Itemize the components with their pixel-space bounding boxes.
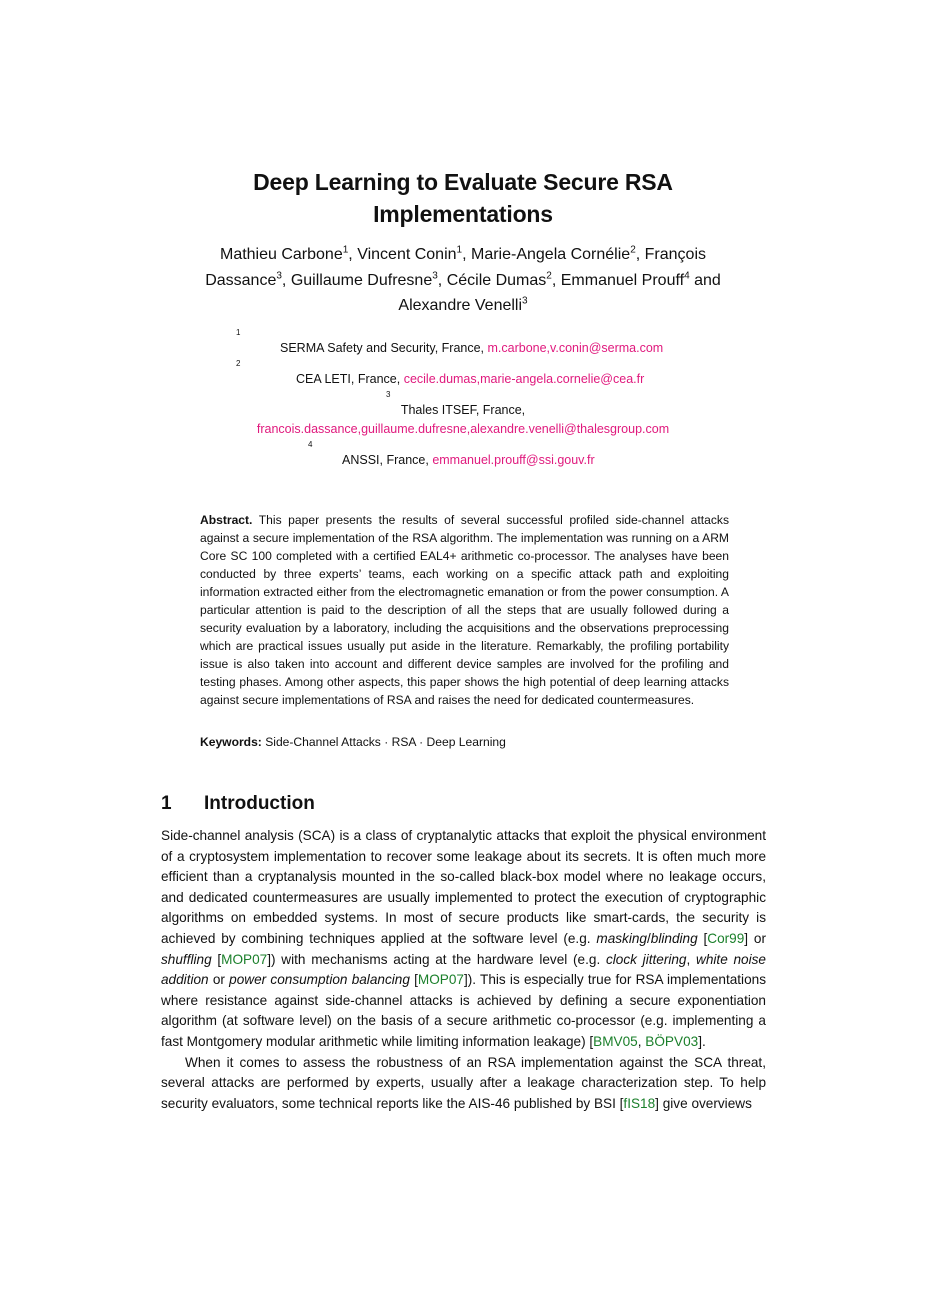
section-title: Introduction xyxy=(204,793,315,814)
affiliation-1-email[interactable]: m.carbone,v.conin@serma.com xyxy=(487,341,664,355)
author-affil-sup: 1 xyxy=(456,244,463,256)
abstract-text: This paper presents the results of several successful profiled side-channel attacks against a secure implementation of the RSA algorithm. The implementation was running on a ARM Core SC 100 completed with a certified EAL4+ arithmetic co-processor. The analyses have been conducted by three experts’ teams, each working on a specific attack path and exploiting information extracted either from the electromagnetic emanation or from the power consumption. A particular attention is paid to the description of all the steps that are usually followed during a security evaluation by a laboratory, including the acquisitions and the observations preprocessing which are practical issues usually put aside in the literature. Remarkably, the profiling portability issue is also taken into account and different device samples are involved for the profiling and testing phases. Among other aspects, this paper shows the high potential of deep learning attacks against secure implementations of RSA and raises the need for dedicated countermeasures. xyxy=(200,513,729,707)
section-heading xyxy=(161,790,315,818)
affiliation-4-text: ANSSI, France, xyxy=(342,453,433,467)
paragraph-2: When it comes to assess the robustness of an RSA implementation against the SCA threat, several attacks are performed by experts, usually after a leakage characterization step. To help security evaluators, some technical reports like the AIS-46 published by BSI [fIS18] give overviews xyxy=(161,1054,766,1111)
author-name: Guillaume Dufresne xyxy=(290,271,433,289)
author-name: Marie-Angela Cornélie xyxy=(471,246,631,263)
affiliation-2-email[interactable]: cecile.dumas,marie-angela.cornelie@cea.fr xyxy=(403,372,645,386)
author-affil-sup: 4 xyxy=(684,270,690,282)
body-text xyxy=(161,826,766,1114)
author-line-2: Dassance$^3$, Guillaume Dufresne$^3$, Cécile Dumas$^2$, Emmanuel Prouff$^4$ and xyxy=(205,270,721,289)
author-affil-sup: 1 xyxy=(342,244,349,256)
affiliation-3-mark: 3 xyxy=(386,390,391,399)
paragraph-1: Side-channel analysis (SCA) is a class of cryptanalytic attacks that exploit the physical environment of a cryptosystem implementation to recover some leakage about its secrets. It is often much more efficient than a cryptanalysis mounted in the so-called black-box model where no leakage occurs, and dedicated countermeasures are usually implemented to protect the execution of cryptographic algorithms on embedded systems. In most of secure products like smart-cards, the security is achieved by combining techniques applied at the software level (e.g. masking/blinding [Cor99] or shuffling [MOP07]) with mechanisms acting at the hardware level (e.g. clock jittering, white noise addition or power consumption balancing [MOP07]). This is especially true for RSA implementations where resistance against side-channel attacks is achieved by defining a secure exponentiation algorithm (at software level) on the basis of a secure arithmetic co-processor (e.g. implementing a fast Montgomery modular arithmetic while limiting information leakage) [BMV05, BÖPV03]. xyxy=(161,828,766,1049)
author-affil-sup: 3 xyxy=(432,270,438,282)
affiliation-3: Thales ITSEF, France, xyxy=(400,403,526,417)
author-affil-sup: 3 xyxy=(276,270,282,282)
abstract xyxy=(200,511,729,709)
affiliation-2 xyxy=(296,371,644,387)
author-name: Vincent Conin xyxy=(357,246,457,263)
affiliation-2-text: CEA LETI, France, xyxy=(296,372,404,386)
affiliation-4-email[interactable]: emmanuel.prouff@ssi.gouv.fr xyxy=(432,453,595,467)
affiliation-4-mark: 4 xyxy=(308,440,313,449)
title-line-1: Deep Learning to Evaluate Secure RSA xyxy=(253,169,673,195)
paper-title xyxy=(150,166,776,230)
keywords-text: Side-Channel Attacks · RSA · Deep Learning xyxy=(265,735,506,749)
author-name: Cécile Dumas xyxy=(446,271,547,289)
abstract-label: Abstract. xyxy=(200,513,253,527)
title-line-2: Implementations xyxy=(373,201,553,227)
affiliation-2-mark: 2 xyxy=(236,359,241,368)
author-name: François xyxy=(644,246,707,263)
author-name: Dassance xyxy=(205,271,277,289)
keywords-label: Keywords: xyxy=(200,735,262,749)
citation-link[interactable]: BÖPV03 xyxy=(645,1033,699,1049)
citation-link[interactable]: fIS18 xyxy=(623,1095,656,1111)
author-line-1: Mathieu Carbone$^1$, Vincent Conin$^1$, Marie-Angela Cornélie$^2$, François xyxy=(219,244,707,263)
citation-link[interactable]: Cor99 xyxy=(707,930,745,946)
author-affil-sup: 2 xyxy=(546,270,552,282)
author-affil-sup: 3 xyxy=(522,295,528,307)
author-affil-sup: 2 xyxy=(630,244,636,256)
citation-link[interactable]: MOP07 xyxy=(417,972,464,988)
affiliation-3-email[interactable]: francois.dassance,guillaume.dufresne,alexandre.venelli@thalesgroup.com xyxy=(256,422,670,436)
affiliation-1-text: SERMA Safety and Security, France, xyxy=(280,341,488,355)
author-list xyxy=(170,242,756,319)
affiliation-1 xyxy=(280,340,663,356)
citation-link[interactable]: MOP07 xyxy=(221,951,268,967)
keywords xyxy=(200,733,506,751)
author-name: Alexandre Venelli xyxy=(398,297,523,314)
citation-link[interactable]: BMV05 xyxy=(593,1033,638,1049)
author-name: Mathieu Carbone xyxy=(219,246,343,263)
affiliation-4 xyxy=(342,452,595,468)
section-number: 1 xyxy=(161,793,172,814)
affiliation-1-mark: 1 xyxy=(236,328,241,337)
author-name: Emmanuel Prouff xyxy=(560,271,685,289)
author-line-3 xyxy=(170,293,756,319)
